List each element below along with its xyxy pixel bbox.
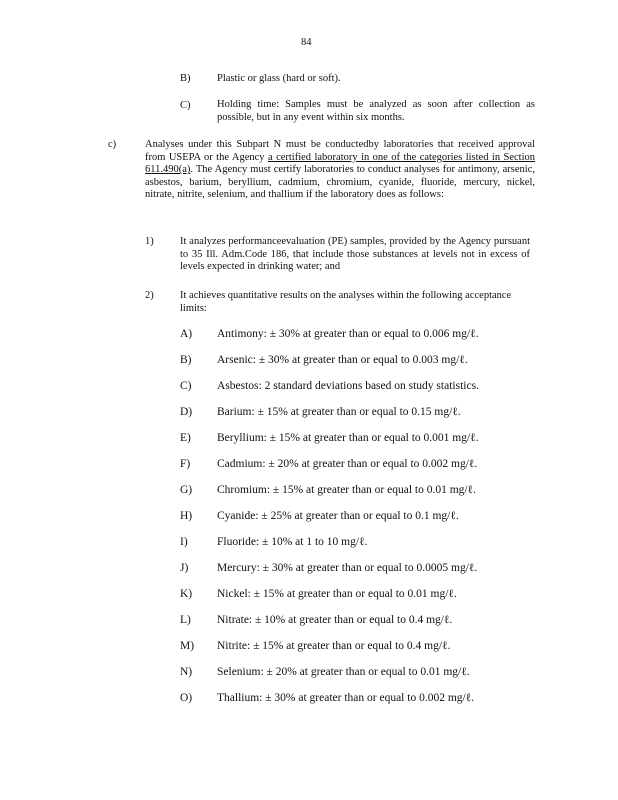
limit-label: H) xyxy=(180,510,193,522)
limit-text: Nickel: ± 15% at greater than or equal to 0.01 mg/ℓ. xyxy=(217,588,457,600)
limit-text: Thallium: ± 30% at greater than or equal to 0.002 mg/ℓ. xyxy=(217,692,475,704)
limit-text: Mercury: ± 30% at greater than or equal to 0.0005 mg/ℓ. xyxy=(217,562,478,574)
limit-text: Antimony: ± 30% at greater than or equal to 0.006 mg/ℓ. xyxy=(217,328,479,340)
limit-label: G) xyxy=(180,484,193,496)
limit-label: E) xyxy=(180,432,191,444)
limit-label: M) xyxy=(180,640,195,652)
limit-label: C) xyxy=(180,380,192,392)
limit-text: Chromium: ± 15% at greater than or equal to 0.01 mg/ℓ. xyxy=(217,484,477,496)
limit-label: L) xyxy=(180,614,191,626)
limit-label: D) xyxy=(180,406,193,418)
section-c-text-before: Analyses under this Subpart N must be conductedby laboratories that received approval from USEPA or the Agency xyxy=(145,139,535,163)
item-c-text: Holding time: Samples must be analyzed as soon after collection as possible, but in any event within six months. xyxy=(217,99,535,123)
section-c-text-after: . The Agency must certify laboratories to conduct analyses for antimony, arsenic, asbestos, barium, beryllium, cadmium, chromium, cyanide, fluoride, mercury, nickel, nitrate, nitrite, selenium, and thallium if the laboratory does as follows: xyxy=(145,164,535,201)
limit-label: O) xyxy=(180,692,193,704)
limit-text: Arsenic: ± 30% at greater than or equal to 0.003 mg/ℓ. xyxy=(217,354,468,366)
limit-label: I) xyxy=(180,536,188,548)
limit-label: B) xyxy=(180,354,192,366)
item-c-label: C) xyxy=(180,100,191,111)
limit-label: A) xyxy=(180,328,193,340)
limit-text: Cyanide: ± 25% at greater than or equal to 0.1 mg/ℓ. xyxy=(217,510,459,522)
item-b-label: B) xyxy=(180,73,191,84)
limit-text: Barium: ± 15% at greater than or equal to 0.15 mg/ℓ. xyxy=(217,406,461,418)
section-c-label: c) xyxy=(108,139,117,150)
limit-text: Nitrite: ± 15% at greater than or equal to 0.4 mg/ℓ. xyxy=(217,640,451,652)
limit-text: Asbestos: 2 standard deviations based on study statistics. xyxy=(217,380,479,392)
limit-label: N) xyxy=(180,666,193,678)
limit-text: Nitrate: ± 10% at greater than or equal to 0.4 mg/ℓ. xyxy=(217,614,453,626)
limit-text: Beryllium: ± 15% at greater than or equal to 0.001 mg/ℓ. xyxy=(217,432,479,444)
item-b-text: Plastic or glass (hard or soft). xyxy=(217,73,341,84)
sub1-text: It analyzes performanceevaluation (PE) samples, provided by the Agency pursuant to 35 Ill. Adm.Code 186, that include those substances at levels not in excess of levels expected in drinking water; and xyxy=(180,236,530,273)
limit-label: F) xyxy=(180,458,191,470)
sub2-label: 2) xyxy=(145,290,154,301)
limit-label: J) xyxy=(180,562,189,574)
limit-text: Selenium: ± 20% at greater than or equal to 0.01 mg/ℓ. xyxy=(217,666,470,678)
page-number: 84 xyxy=(301,37,312,48)
sub2-text: It achieves quantitative results on the analyses within the following acceptance limits: xyxy=(180,290,512,314)
section-c-paragraph xyxy=(145,139,535,202)
section-c-text-underlined: a certified laboratory in one of the categories listed in Section 611.490(a) xyxy=(145,151,535,176)
limit-text: Fluoride: ± 10% at 1 to 10 mg/ℓ. xyxy=(217,536,368,548)
sub1-label: 1) xyxy=(145,236,154,247)
limit-text: Cadmium: ± 20% at greater than or equal to 0.002 mg/ℓ. xyxy=(217,458,478,470)
limit-label: K) xyxy=(180,588,193,600)
